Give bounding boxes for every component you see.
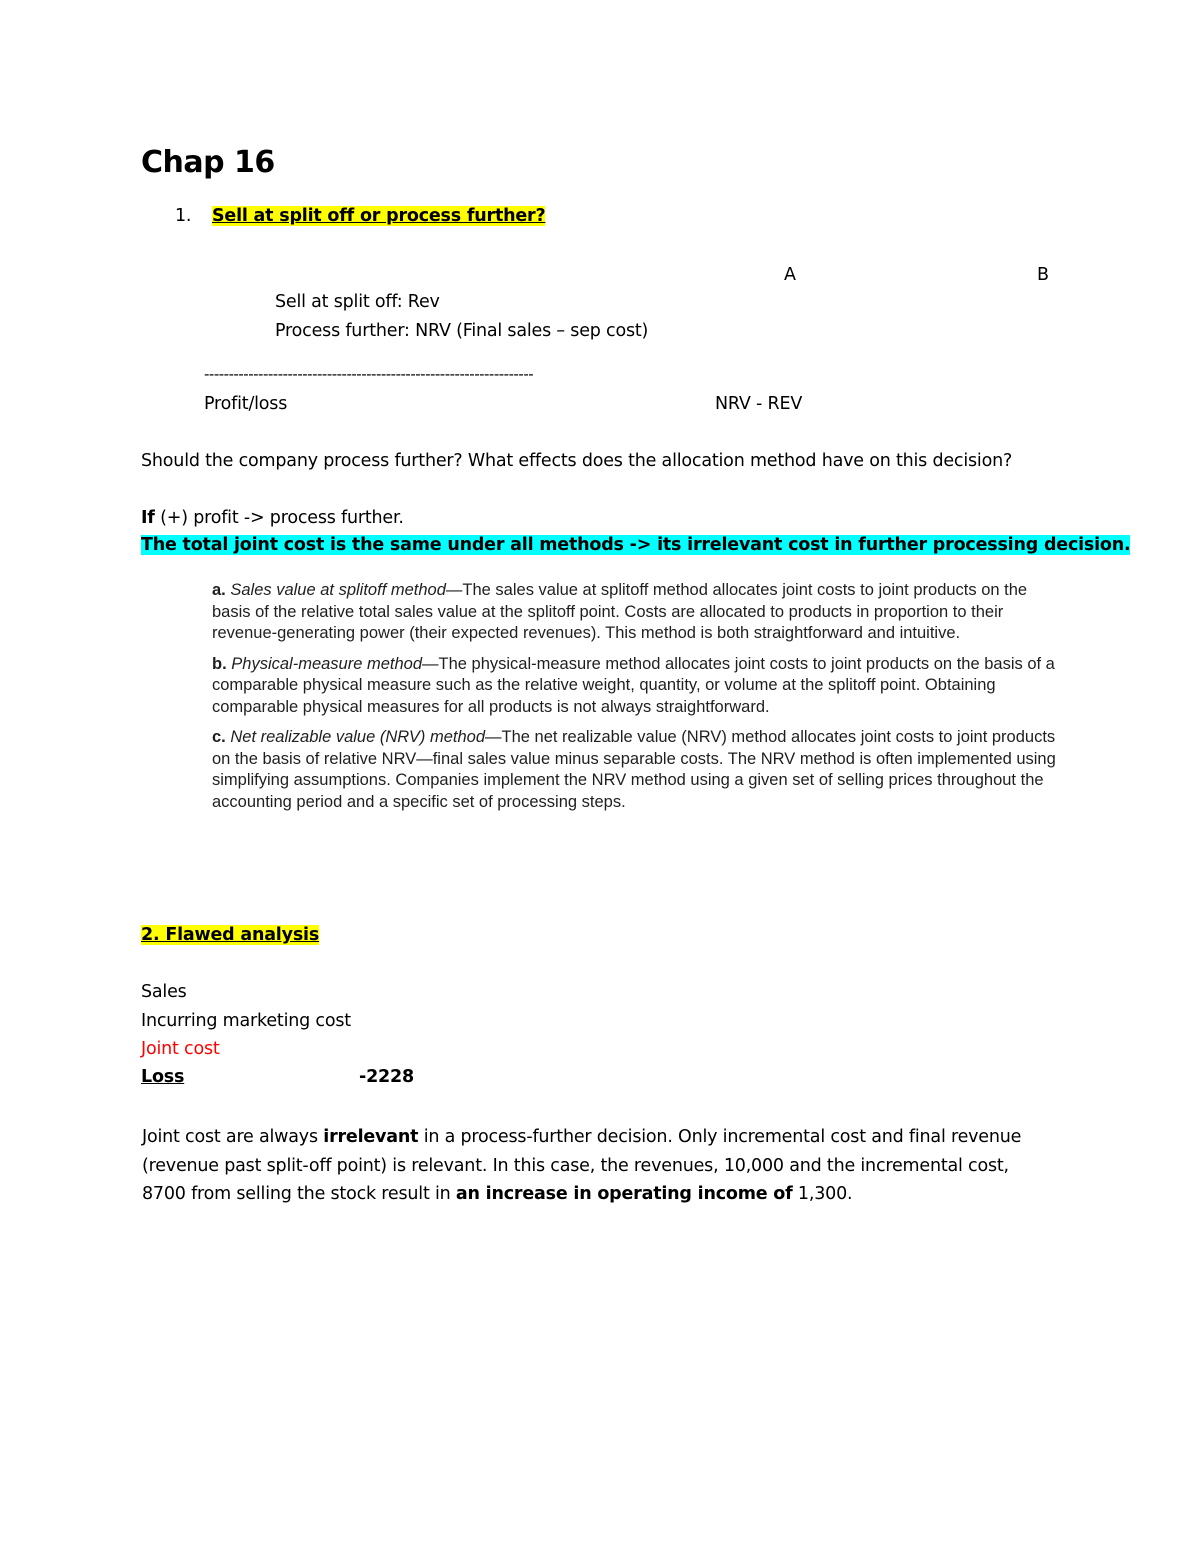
split-off-label: Sell at split off: — [275, 292, 403, 312]
page-title: Chap 16 — [141, 145, 275, 180]
section2-heading — [141, 925, 319, 945]
method-c-name: Net realizable value (NRV) method — [230, 728, 486, 746]
list-number: 1. — [175, 206, 192, 226]
section1-heading — [212, 206, 545, 226]
column-a-header: A — [784, 265, 796, 285]
question-text: Should the company process further? What effects does the allocation method have on this decision? — [141, 451, 1013, 471]
section2-heading-text: 2. Flawed analysis — [141, 925, 320, 945]
column-b-header: B — [1037, 265, 1049, 285]
loss-row — [141, 1067, 414, 1087]
conclusion-part-1: Joint cost are always — [142, 1127, 318, 1147]
method-a-letter: a. — [212, 581, 226, 599]
profit-loss-label: Profit/loss — [204, 394, 288, 414]
divider-line: ------------------------------------------------------------------- — [204, 365, 534, 383]
joint-cost-label: Joint cost — [141, 1039, 220, 1059]
sales-label: Sales — [141, 982, 187, 1002]
method-c-letter: c. — [212, 728, 226, 746]
method-c-text: —The net realizable value (NRV) method allocates joint costs to joint products on the basis of relative NRV—final sales value minus separable costs. The NRV method is often implemented using simplifying assumptions. Companies implement the NRV method using a given set of selling prices throughout the accounting period and a specific set of processing steps. — [212, 728, 1056, 811]
method-a-name: Sales value at splitoff method — [230, 581, 446, 599]
method-sales-value — [212, 580, 1062, 645]
method-nrv — [212, 727, 1062, 813]
method-b-name: Physical-measure method — [231, 654, 423, 673]
method-a-text: —The sales value at splitoff method allocates joint costs to joint products on the basis of the relative total sales value at the splitoff point. Costs are allocated to products in proportion to their revenue-generating power (their expected revenues). This method is both straightforward and intuitive. — [212, 581, 1028, 642]
conclusion-bold-1: irrelevant — [323, 1127, 419, 1147]
marketing-cost-label: Incurring marketing cost — [141, 1011, 351, 1031]
rule-text: (+) profit -> process further. — [160, 508, 404, 528]
rule-line — [141, 508, 404, 528]
method-b-text: —The physical-measure method allocates joint costs to joint products on the basis of a comparable physical measure such as the relative weight, quantity, or volume at the splitoff point. Obtaining comparable physical measures for all products is not always straightforward. — [212, 654, 1055, 716]
conclusion-end: 1,300. — [797, 1184, 853, 1204]
conclusion-part-2: in a process-further decision. Only incremental cost and final revenue (revenue past split-off point) is relevant. In this case, the revenues, 10,000 and the incremental cost, 8700 from selling the stock result in — [142, 1127, 1022, 1204]
process-further-value: NRV (Final sales – sep cost) — [415, 321, 649, 341]
loss-value: -2228 — [359, 1067, 414, 1087]
method-b-letter: b. — [212, 654, 227, 673]
key-insight-text: The total joint cost is the same under all methods -> its irrelevant cost in further processing decision. — [141, 535, 1131, 555]
split-off-value: Rev — [407, 292, 440, 312]
conclusion-bold-2: an increase in operating income of — [455, 1184, 793, 1204]
key-insight — [141, 535, 1130, 555]
process-further-label: Process further: — [275, 321, 410, 341]
allocation-methods-excerpt — [212, 580, 1062, 822]
loss-label: Loss — [141, 1067, 185, 1087]
method-physical-measure — [212, 654, 1062, 719]
profit-loss-value: NRV - REV — [715, 394, 803, 414]
conclusion-paragraph — [142, 1123, 1042, 1209]
split-off-line — [275, 292, 440, 312]
rule-label: If — [141, 508, 155, 528]
process-further-line — [275, 321, 648, 341]
section1-heading-text: Sell at split off or process further? — [212, 206, 546, 226]
